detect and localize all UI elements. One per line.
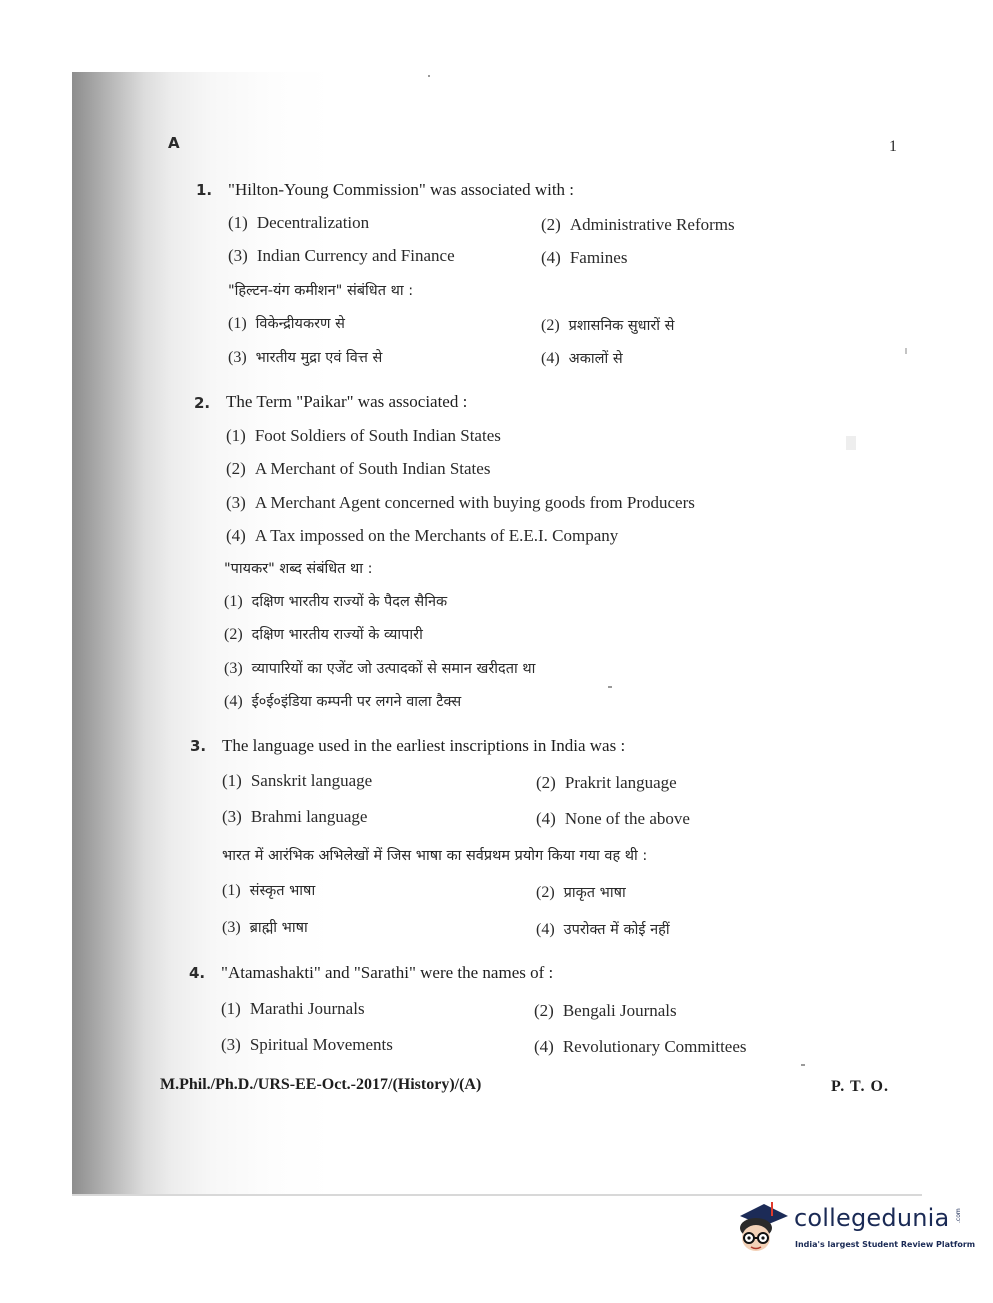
question-text-en: "Hilton-Young Commission" was associated with : — [228, 180, 575, 199]
option-en: (4) None of the above — [536, 809, 690, 828]
set-code: A — [168, 134, 180, 152]
option-en: (4) A Tax impossed on the Merchants of E.E.I. Company — [226, 526, 619, 545]
paper-code: M.Phil./Ph.D./URS-EE-Oct.-2017/(History)/(A) — [160, 1076, 482, 1093]
option-hi: (3) भारतीय मुद्रा एवं वित्त से — [228, 349, 383, 366]
option-hi: (1) विकेन्द्रीयकरण से — [228, 315, 345, 332]
option-en: (2) Prakrit language — [536, 773, 677, 792]
option-en: (2) Bengali Journals — [534, 1001, 677, 1020]
collegedunia-brand[interactable] — [734, 1196, 976, 1266]
option-en: (3) A Merchant Agent concerned with buying goods from Producers — [226, 493, 695, 512]
scan-speck — [428, 75, 430, 77]
option-en: (3) Brahmi language — [222, 807, 368, 826]
question-number: 2. — [194, 394, 211, 412]
brand-name: collegedunia — [794, 1204, 950, 1232]
scan-speck — [801, 1064, 805, 1066]
option-en: (1) Sanskrit language — [222, 771, 373, 790]
option-hi: (2) दक्षिण भारतीय राज्यों के व्यापारी — [224, 626, 423, 643]
question-text-en: The language used in the earliest inscriptions in India was : — [222, 736, 626, 755]
question-number: 4. — [189, 964, 206, 982]
scan-speck — [905, 348, 907, 354]
option-en: (4) Famines — [541, 248, 628, 267]
student-mascot-icon — [734, 1196, 792, 1260]
option-hi: (4) उपरोक्त में कोई नहीं — [536, 921, 670, 938]
question-number: 3. — [190, 737, 207, 755]
option-en: (2) Administrative Reforms — [541, 215, 735, 234]
question-text-hi: "हिल्टन-यंग कमीशन" संबंधित था : — [228, 283, 414, 299]
brand-tagline: India's largest Student Review Platform — [795, 1240, 976, 1249]
option-en: (1) Foot Soldiers of South Indian States — [226, 426, 501, 445]
brand-domain-suffix: .com — [955, 1208, 962, 1223]
pto-label: P. T. O. — [831, 1078, 889, 1095]
option-hi: (3) ब्राह्मी भाषा — [222, 919, 308, 936]
question-text-hi: "पायकर" शब्द संबंधित था : — [224, 561, 373, 577]
scanned-paper — [72, 72, 922, 1194]
option-en: (3) Spiritual Movements — [221, 1035, 393, 1054]
scan-speck — [608, 686, 612, 688]
option-hi: (1) संस्कृत भाषा — [222, 882, 316, 899]
question-number: 1. — [196, 181, 213, 199]
option-en: (3) Indian Currency and Finance — [228, 246, 455, 265]
option-en: (1) Decentralization — [228, 213, 370, 232]
question-text-en: The Term "Paikar" was associated : — [226, 392, 468, 411]
option-hi: (3) व्यापारियों का एजेंट जो उत्पादकों से समान खरीदता था — [224, 660, 536, 677]
option-en: (4) Revolutionary Committees — [534, 1037, 747, 1056]
option-hi: (2) प्राकृत भाषा — [536, 884, 626, 901]
option-hi: (2) प्रशासनिक सुधारों से — [541, 317, 675, 334]
option-hi: (4) अकालों से — [541, 350, 623, 367]
option-en: (1) Marathi Journals — [221, 999, 365, 1018]
question-text-en: "Atamashakti" and "Sarathi" were the names of : — [221, 963, 554, 982]
option-hi: (4) ई०ई०इंडिया कम्पनी पर लगने वाला टैक्स — [224, 693, 462, 710]
option-hi: (1) दक्षिण भारतीय राज्यों के पैदल सैनिक — [224, 593, 448, 610]
page-number: 1 — [889, 138, 897, 155]
scan-speck — [846, 436, 856, 450]
question-text-hi: भारत में आरंभिक अभिलेखों में जिस भाषा का सर्वप्रथम प्रयोग किया गया वह थी : — [222, 848, 648, 864]
option-en: (2) A Merchant of South Indian States — [226, 459, 491, 478]
